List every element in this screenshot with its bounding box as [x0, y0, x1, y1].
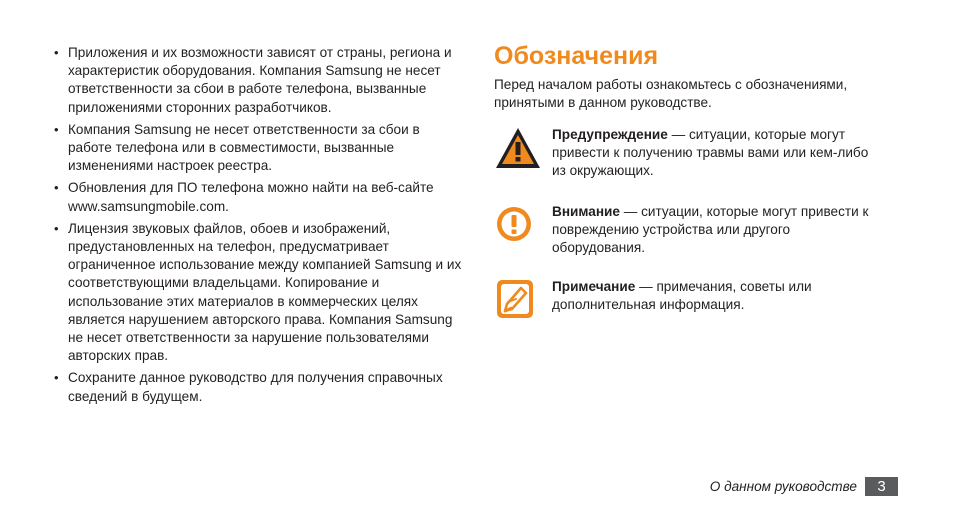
legend-term: Предупреждение: [552, 127, 668, 142]
section-title: Обозначения: [494, 42, 659, 70]
legend-caution-text: [552, 203, 882, 258]
list-item: • Обновления для ПО телефона можно найти на веб-сайте www.samsungmobile.com.: [52, 179, 462, 215]
disclaimer-list: [52, 44, 462, 406]
intro-text: Перед началом работы ознакомьтесь с обозначениями, принятыми в данном руководстве.: [494, 77, 848, 111]
list-item: • Лицензия звуковых файлов, обоев и изображений, предустановленных на телефон, предусматривает ограниченное использование между компанией Samsung и их соответствующими владельцами. Копирование и использование этих материалов в коммерческих целях является нарушением авторского права. Компания Samsung не несет ответственности за нарушение пользователями авторских прав.: [52, 220, 462, 366]
page-footer: [710, 477, 898, 496]
note-pencil-icon: [494, 278, 542, 322]
list-item: • Компания Samsung не несет ответственности за сбои в работе телефона или в совместимости, вызванные изменениями настроек реестра.: [52, 121, 462, 176]
right-column: [494, 40, 914, 313]
legend-description: — примечания, советы или дополнительная информация.: [552, 279, 812, 313]
list-item: • Приложения и их возможности зависят от страны, региона и характеристик оборудования. Компания Samsung не несет ответственности за сбои в работе телефона, вызванные приложениями сторонних разработчиков.: [52, 44, 462, 117]
footer-section-label: О данном руководстве: [709, 479, 857, 494]
legend-term: Внимание: [552, 204, 620, 219]
caution-circle-icon: [494, 203, 542, 247]
legend-description: — ситуации, которые могут привести к повреждению устройства или другого оборудования.: [552, 204, 869, 256]
page-number: 3: [865, 477, 898, 496]
legend-term: Примечание: [552, 279, 636, 294]
list-item: • Сохраните данное руководство для получения справочных сведений в будущем.: [52, 369, 462, 405]
left-column: [52, 44, 462, 410]
warning-triangle-icon: [494, 126, 542, 170]
legend-warning-text: [552, 126, 882, 181]
legend-description: — ситуации, которые могут привести к получению травмы вами или кем-либо из окружающих.: [552, 127, 869, 179]
legend-note-text: [552, 278, 882, 314]
